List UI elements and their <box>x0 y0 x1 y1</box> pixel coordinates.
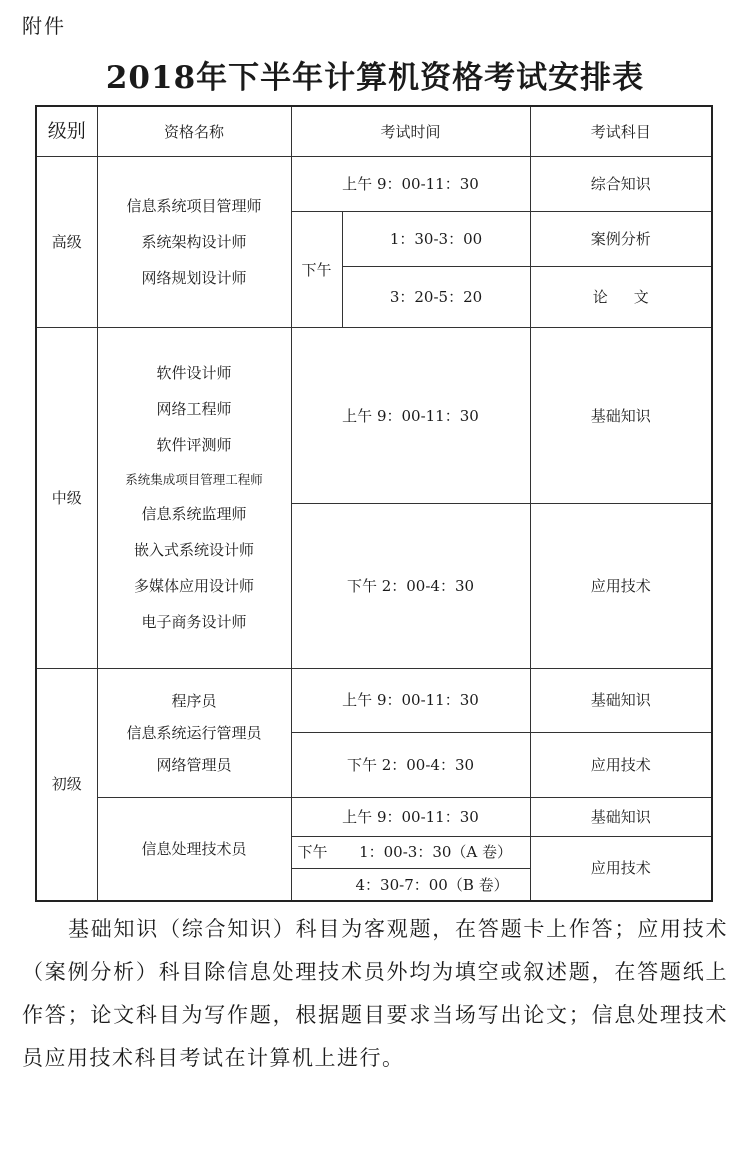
qualification-item: 网络管理员 <box>156 755 232 774</box>
header-qualification: 资格名称 <box>97 106 291 157</box>
qualification-item: 网络工程师 <box>156 400 232 419</box>
qualification-item: 嵌入式系统设计师 <box>133 541 254 560</box>
qualification-item: 电子商务设计师 <box>141 613 247 632</box>
intermediate-level: 中级 <box>36 328 97 668</box>
header-time: 考试时间 <box>291 106 530 157</box>
intermediate-row-morning <box>36 328 712 504</box>
senior-afternoon-2-time: 3：20-5：20 <box>342 266 530 328</box>
qualification-item: 网络规划设计师 <box>141 269 247 288</box>
senior-afternoon-label: 下午 <box>291 211 342 327</box>
junior-afternoon-subject: 应用技术 <box>530 733 712 798</box>
data-processor-afternoon-subject: 应用技术 <box>530 836 712 901</box>
qualification-item: 信息系统监理师 <box>141 505 247 524</box>
qualification-item: 多媒体应用设计师 <box>133 577 254 596</box>
senior-afternoon-2-subject: 论文 <box>530 266 712 328</box>
page-title: 2018年下半年计算机资格考试安排表 <box>105 60 645 96</box>
qualification-item: 系统架构设计师 <box>141 233 247 252</box>
qualification-item: 信息系统项目管理师 <box>126 197 262 216</box>
qualification-item: 信息系统运行管理员 <box>126 723 262 742</box>
senior-morning-time: 上午 9：00-11：30 <box>291 157 530 212</box>
qualification-item: 程序员 <box>171 691 217 710</box>
data-processor-afternoon-a-cell <box>291 836 530 868</box>
senior-level: 高级 <box>36 157 97 328</box>
intermediate-morning-time: 上午 9：00-11：30 <box>291 328 530 504</box>
exam-schedule-table <box>35 105 713 902</box>
data-processor-row-morning <box>36 798 712 836</box>
data-processor-afternoon-label: 下午 <box>297 843 328 862</box>
qualification-item: 系统集成项目管理工程师 <box>125 472 263 488</box>
junior-morning-time: 上午 9：00-11：30 <box>291 668 530 733</box>
senior-row-morning <box>36 157 712 212</box>
qualification-item: 软件评测师 <box>156 436 232 455</box>
junior-qualifications <box>97 668 291 798</box>
data-processor-qualification: 信息处理技术员 <box>97 798 291 901</box>
header-row <box>36 106 712 157</box>
senior-qualifications <box>97 157 291 328</box>
qualification-item: 软件设计师 <box>156 364 232 383</box>
data-processor-afternoon-b-time: 4：30-7：00（B 卷） <box>291 869 530 901</box>
junior-morning-subject: 基础知识 <box>530 668 712 733</box>
header-subject: 考试科目 <box>530 106 712 157</box>
notes-paragraph: 基础知识（综合知识）科目为客观题，在答题卡上作答；应用技术（案例分析）科目除信息处理技术员外均为填空或叙述题，在答题纸上作答；论文科目为写作题，根据题目要求当场写出论文；信息处理技术员应用技术科目考试在计算机上进行。 <box>22 917 728 1070</box>
header-level: 级别 <box>36 106 97 157</box>
senior-afternoon-1-time: 1：30-3：00 <box>342 211 530 266</box>
senior-morning-subject: 综合知识 <box>530 157 712 212</box>
junior-row-morning <box>36 668 712 733</box>
intermediate-qualifications <box>97 328 291 668</box>
notes-section <box>22 908 728 1080</box>
data-processor-morning-time: 上午 9：00-11：30 <box>291 798 530 836</box>
senior-afternoon-1-subject: 案例分析 <box>530 211 712 266</box>
attachment-label: 附件 <box>22 14 66 38</box>
junior-level: 初级 <box>36 668 97 901</box>
data-processor-afternoon-a-time: 1：00-3：30（A 卷） <box>359 843 513 862</box>
intermediate-afternoon-time: 下午 2：00-4：30 <box>291 504 530 668</box>
intermediate-morning-subject: 基础知识 <box>530 328 712 504</box>
intermediate-afternoon-subject: 应用技术 <box>530 504 712 668</box>
junior-afternoon-time: 下午 2：00-4：30 <box>291 733 530 798</box>
data-processor-morning-subject: 基础知识 <box>530 798 712 836</box>
